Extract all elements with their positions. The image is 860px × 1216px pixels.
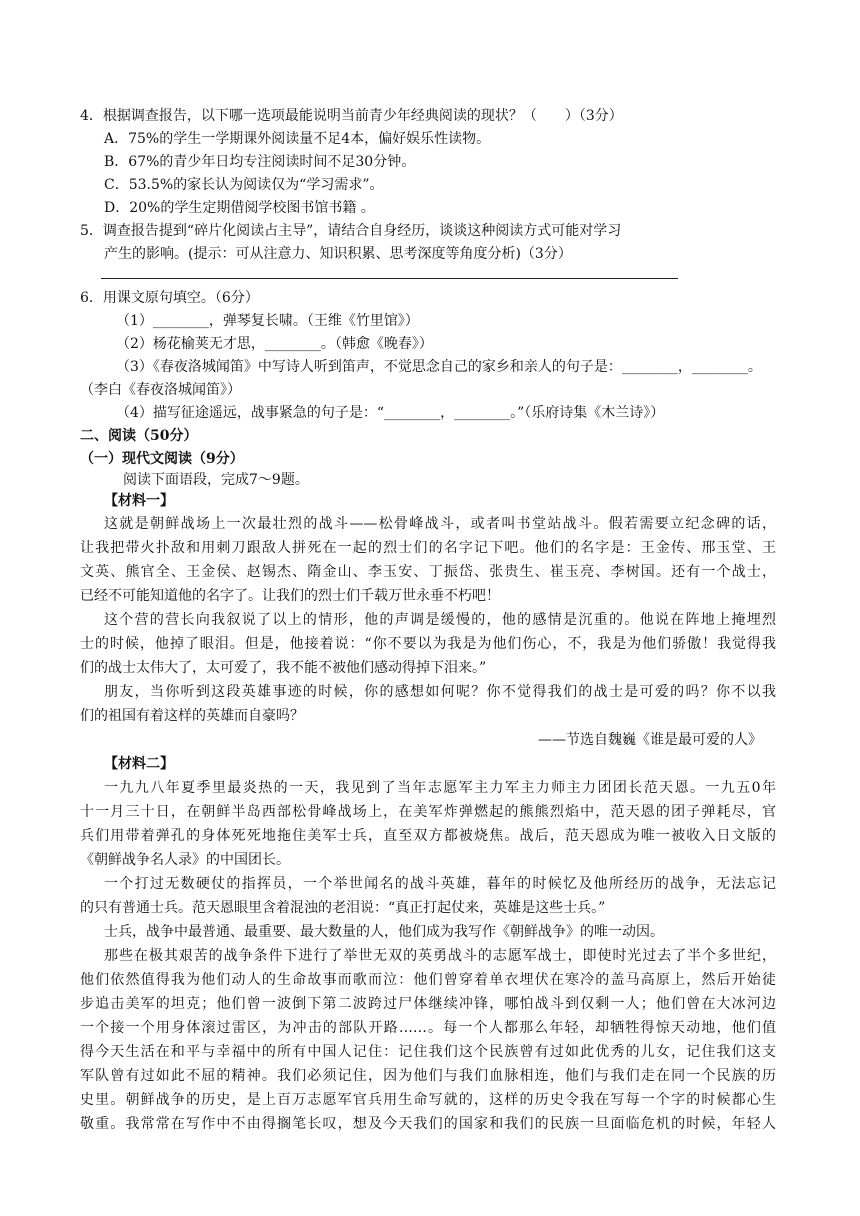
q4-option-b: B．67%的青少年日均专注阅读时间不足30分钟。	[104, 154, 416, 170]
material2-line: 他们依然值得我为他们动人的生命故事而歌而泣：他们曾穿着单衣埋伏在寒冷的盖马高原上，然后开始徒	[80, 972, 776, 988]
material2-line: 士兵，战争中最普通、最重要、最大数量的人，他们成为我写作《朝鲜战争》的唯一动因。	[104, 924, 664, 940]
q4-option-a: A．75%的学生一学期课外阅读量不足4本，偏好娱乐性读物。	[104, 131, 491, 147]
material2-line: 一个接一个用身体滚过雷区，为冲击的部队开路……。每一个人都那么年轻，却牺牲得惊天动地，他们值	[80, 1020, 776, 1036]
material1-label: 【材料一】	[104, 493, 174, 509]
material1-line: 朋友，当你听到这段英雄事迹的时候，你的感想如何呢？你不觉得我们的战士是可爱的吗？你不以我	[104, 684, 776, 700]
material2-line: 史里。朝鲜战争的历史，是上百万志愿军官兵用生命写就的，这样的历史令我在写每一个字的时候都心生	[80, 1092, 776, 1108]
q6-stem: 6．用课文原句填空。（6分）	[80, 290, 259, 306]
material2-line: 得今天生活在和平与幸福中的所有中国人记住：记住我们这个民族曾有过如此优秀的儿女，记住我们这支	[80, 1044, 776, 1060]
material2-line: 步追击美军的坦克；他们曾一波倒下第二波跨过尸体继续冲锋，哪怕战斗到仅剩一人；他们曾在大冰河边	[80, 996, 776, 1012]
q4-option-c: C．53.5%的家长认为阅读仅为“学习需求”。	[104, 177, 384, 193]
material2-line: 敬重。我常常在写作中不由得搁笔长叹，想及今天我们的国家和我们的民族一旦面临危机的时候，年轻人	[80, 1116, 776, 1132]
q5-line2: 产生的影响。(提示：可从注意力、知识积累、思考深度等角度分析)（3分）	[104, 246, 572, 262]
q5-line1: 5．调查报告提到“碎片化阅读占主导”，请结合自身经历，谈谈这种阅读方式可能对学习	[80, 223, 622, 239]
material2-line: 的只有普通士兵。范天恩眼里含着混浊的老泪说：“真正打起仗来，英雄是这些士兵。”	[80, 900, 606, 916]
answer-line	[101, 278, 678, 279]
material1-source: ——节选自魏巍《谁是最可爱的人》	[538, 732, 762, 748]
material2-line: 一九九八年夏季里最炎热的一天，我见到了当年志愿军主力军主力师主力团团长范天恩。一九五0年	[104, 780, 776, 796]
q6-item1: （1）________，弹琴复长啸。（王维《竹里馆》）	[116, 313, 419, 329]
q4-stem: 4．根据调查报告，以下哪一选项最能说明当前青少年经典阅读的现状？（ ）（3分）	[80, 108, 623, 124]
material2-line: 一个打过无数硬仗的指挥员，一个举世闻名的战斗英雄，暮年的时候忆及他所经历的战争，无法忘记	[104, 876, 776, 892]
material2-line: 兵们用带着弹孔的身体死死地拖住美军士兵，直至双方都被烧焦。战后，范天恩成为唯一被收入日文版的	[80, 828, 776, 844]
material2-line: 那些在极其艰苦的战争条件下进行了举世无双的英勇战斗的志愿军战士，即使时光过去了半个多世纪，	[104, 948, 776, 964]
material1-line: 文英、熊官全、王金侯、赵锡杰、隋金山、李玉安、丁振岱、张贵生、崔玉亮、李树国。还有一个战士，	[80, 564, 776, 580]
reading-instruction: 阅读下面语段，完成7～9题。	[123, 472, 309, 488]
material2-line: 军队曾有过如此不屈的精神。我们必须记住，因为他们与我们血脉相连，他们与我们走在同一个民族的历	[80, 1068, 776, 1084]
material1-line: 已经不可能知道他的名字了。让我们的烈士们千载万世永垂不朽吧！	[80, 588, 500, 604]
section-title: 二、阅读（50分）	[80, 428, 198, 444]
material1-line: 这就是朝鲜战场上一次最壮烈的战斗——松骨峰战斗，或者叫书堂站战斗。假若需要立纪念碑的话，	[104, 516, 776, 532]
material1-line: 这个营的营长向我叙说了以上的情形，他的声调是缓慢的，他的感情是沉重的。他说在阵地上掩埋烈	[104, 612, 776, 628]
material1-line: 士的时候，他掉了眼泪。但是，他接着说：“你不要以为我是为他们伤心，不，我是为他们骄傲！我觉得我	[80, 636, 776, 652]
material1-line: 们的战士太伟大了，太可爱了，我不能不被他们感动得掉下泪来。”	[80, 660, 487, 676]
material1-line: 们的祖国有着这样的英雄而自豪吗？	[80, 708, 304, 724]
material2-label: 【材料二】	[104, 756, 174, 772]
q4-option-d: D．20%的学生定期借阅学校图书馆书籍 。	[104, 200, 375, 216]
material2-line: 十一月三十日，在朝鲜半岛西部松骨峰战场上，在美军炸弹燃起的熊熊烈焰中，范天恩的团子弹耗尽，官	[80, 804, 776, 820]
q6-item3: （3）《春夜洛城闻笛》中写诗人听到笛声，不觉思念自己的家乡和亲人的句子是：________，________。	[116, 359, 762, 375]
material1-line: 让我把带火扑敌和用刺刀跟敌人拼死在一起的烈士们的名字记下吧。他们的名字是：王金传、邢玉堂、王	[80, 540, 776, 556]
q6-item2: （2）杨花榆荚无才思，________。（韩愈《晚春》）	[116, 336, 433, 352]
q6-item3-source: （李白《春夜洛城闻笛》）	[80, 382, 241, 398]
q6-item4: （4）描写征途遥远，战事紧急的句子是：“________，________。”（乐府诗集《木兰诗》）	[116, 405, 665, 421]
material2-line: 《朝鲜战争名人录》的中国团长。	[80, 852, 290, 868]
subsection-title: （一）现代文阅读（9分）	[80, 451, 244, 467]
